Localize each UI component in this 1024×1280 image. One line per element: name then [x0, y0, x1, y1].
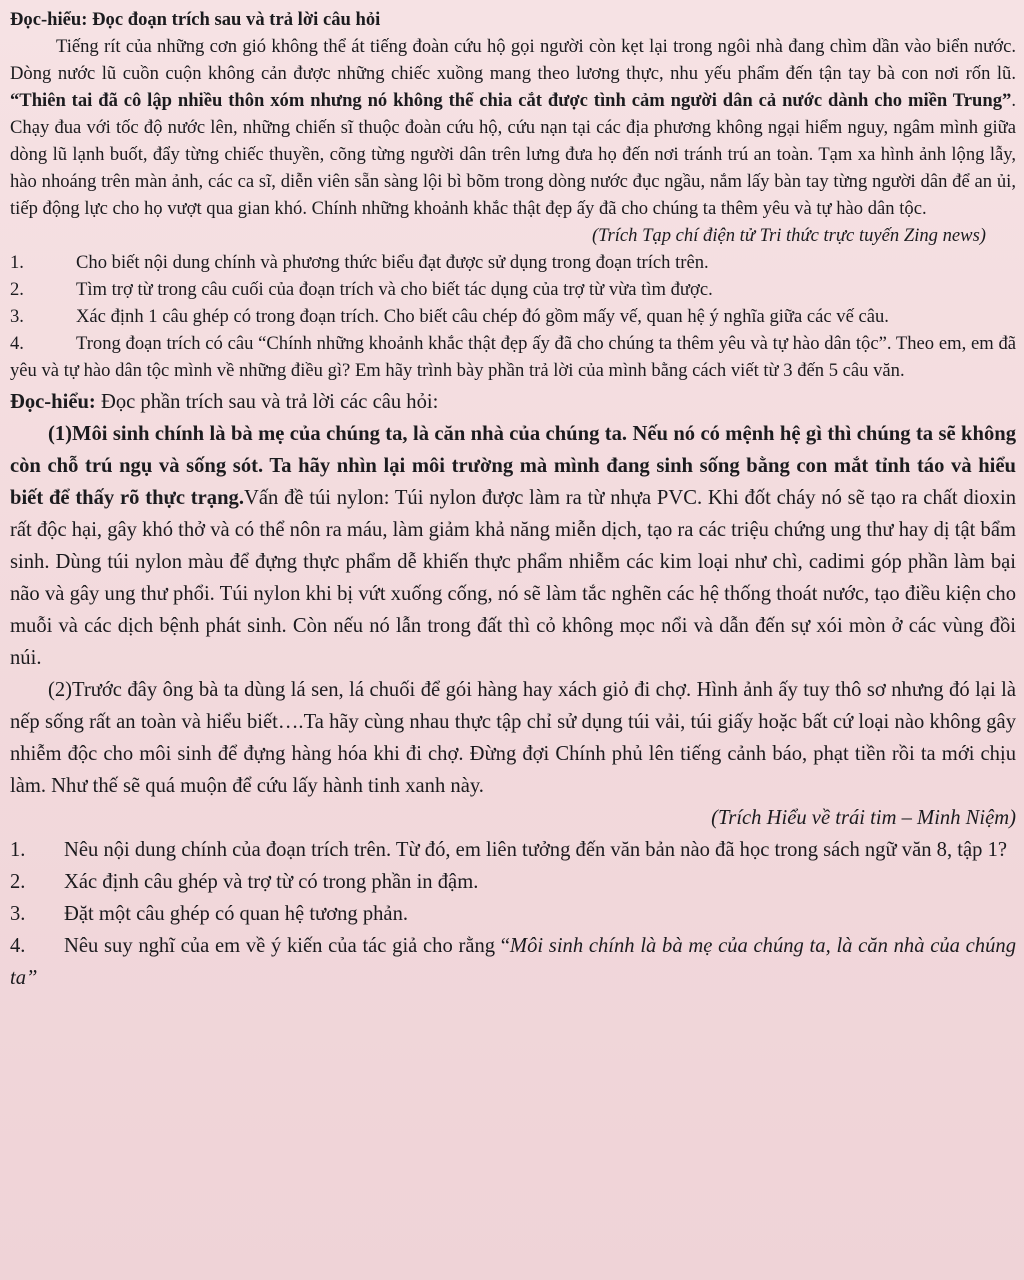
- passage-1-part-a: Tiếng rít của những cơn gió không thể át tiếng đoàn cứu hộ gọi người còn kẹt lại trong ngôi nhà đang chìm dần vào biển nước. Dòng nước lũ cuồn cuộn không cản được những chiếc xuồng mang theo lương thực, nhu yếu phẩm đến tận tay bà con nơi rốn lũ.: [10, 36, 1016, 84]
- question-text: Cho biết nội dung chính và phương thức biểu đạt được sử dụng trong đoạn trích trên.: [76, 252, 709, 273]
- section-1-passage: [10, 33, 1016, 222]
- passage-1-part-b: . Chạy đua với tốc độ nước lên, những chiến sĩ thuộc đoàn cứu hộ, cứu nạn tại các địa phương không ngại hiểm nguy, ngâm mình giữa dòng lũ lạnh buốt, đẩy từng chiếc thuyền, cõng từng người dân trên lưng đưa họ đến nơi tránh trú an toàn. Tạm xa hình ảnh lộng lẫy, hào nhoáng trên màn ảnh, các ca sĩ, diễn viên sẵn sàng lội bì bõm trong dòng nước đục ngầu, nắm lấy bàn tay từng người dân để an ủi, tiếp động lực cho họ vượt qua gian khó. Chính những khoảnh khắc thật đẹp ấy đã cho chúng ta thêm yêu và tự hào dân tộc.: [10, 90, 1016, 219]
- section-1-heading: [10, 6, 1016, 33]
- question-text: Xác định câu ghép và trợ từ có trong phần in đậm.: [64, 871, 479, 893]
- question-number: 1.: [10, 252, 24, 273]
- section-2-heading: [10, 386, 1016, 418]
- question-number: 2.: [10, 871, 26, 893]
- section-2-heading-label: Đọc-hiểu:: [10, 391, 96, 413]
- section-2-paragraph-2: (2)Trước đây ông bà ta dùng lá sen, lá chuối để gói hàng hay xách giỏ đi chợ. Hình ảnh ấy tuy thô sơ nhưng đó lại là nếp sống rất an toàn và hiểu biết….Ta hãy cùng nhau thực tập chỉ sử dụng túi vải, túi giấy hoặc bất cứ loại nào không gây nhiễm độc cho môi sinh để đựng hàng hóa khi đi chợ. Đừng đợi Chính phủ lên tiếng cảnh báo, phạt tiền rồi ta mới chịu làm. Như thế sẽ quá muộn để cứu lấy hành tinh xanh này.: [10, 679, 1016, 797]
- section-1-heading-label: Đọc-hiểu:: [10, 9, 88, 30]
- paragraph-1-rest: Vấn đề túi nylon: Túi nylon được làm ra từ nhựa PVC. Khi đốt cháy nó sẽ tạo ra chất dioxin rất độc hại, gây khó thở và có thể nôn ra máu, làm giảm khả năng miễn dịch, tạo ra các triệu chứng ung thư hay dị tật bẩm sinh. Dùng túi nylon màu để đựng thực phẩm dễ khiến thực phẩm nhiễm các kim loại như chì, cadimi góp phần làm bại não và gây ung thư phổi. Túi nylon khi bị vứt xuống cống, nó sẽ làm tắc nghẽn các hệ thống thoát nước, tạo điều kiện cho muỗi và các dịch bệnh phát sinh. Còn nếu nó lẫn trong đất thì cỏ không mọc nổi và dẫn đến sự xói mòn ở các vùng đồi núi.: [10, 487, 1016, 669]
- section-1-question-2: [10, 276, 1016, 303]
- question-number: 2.: [10, 279, 24, 300]
- section-2-paragraph-1: [10, 418, 1016, 674]
- section-1-question-4: [10, 330, 1016, 384]
- question-text: Xác định 1 câu ghép có trong đoạn trích. Cho biết câu chép đó gồm mấy vế, quan hệ ý nghĩa giữa các vế câu.: [76, 306, 889, 327]
- section-2-heading-text: Đọc phần trích sau và trả lời các câu hỏi:: [95, 391, 439, 413]
- section-1-question-3: [10, 303, 1016, 330]
- question-quote: Môi sinh chính là bà mẹ của chúng ta, là căn nhà của chúng ta: [10, 935, 1016, 989]
- question-number: 4.: [10, 333, 24, 354]
- section-2-question-4: [10, 930, 1016, 994]
- section-1-question-1: [10, 249, 1016, 276]
- question-text: Nêu nội dung chính của đoạn trích trên. Từ đó, em liên tưởng đến văn bản nào đã học trong sách ngữ văn 8, tập 1?: [64, 839, 1008, 861]
- section-2-source: (Trích Hiểu về trái tim – Minh Niệm): [711, 807, 1016, 829]
- section-1-heading-text: Đọc đoạn trích sau và trả lời câu hỏi: [87, 9, 381, 30]
- question-quote-end: ”: [26, 967, 38, 989]
- passage-1-bold-quote: “Thiên tai đã cô lập nhiều thôn xóm nhưng nó không thể chia cắt được tình cảm người dân cả nước dành cho miền Trung”: [10, 90, 1012, 111]
- reading-section-2: [10, 386, 1016, 994]
- section-2-question-3: [10, 898, 1016, 930]
- question-number: 3.: [10, 903, 26, 925]
- question-text: Tìm trợ từ trong câu cuối của đoạn trích và cho biết tác dụng của trợ từ vừa tìm được.: [76, 279, 713, 300]
- question-text: Trong đoạn trích có câu “Chính những khoảnh khắc thật đẹp ấy đã cho chúng ta thêm yêu và tự hào dân tộc”. Theo em, em đã yêu và tự hào dân tộc mình về những điều gì? Em hãy trình bày phần trả lời của mình bằng cách viết từ 3 đến 5 câu văn.: [10, 333, 1016, 381]
- paragraph-1-bold-part: (1)Môi sinh chính là bà mẹ của chúng ta, là căn nhà của chúng ta. Nếu nó có mệnh hệ gì thì chúng ta sẽ không còn chỗ trú ngụ và sống sót. Ta hãy nhìn lại môi trường mà mình đang sinh sống bằng con mắt tỉnh táo và hiểu biết để thấy rõ thực trạng.: [10, 423, 1016, 509]
- reading-section-1: [10, 6, 1016, 384]
- section-1-source: (Trích Tạp chí điện tử Tri thức trực tuyến Zing news): [591, 225, 986, 246]
- question-number: 3.: [10, 306, 24, 327]
- section-2-question-1: [10, 834, 1016, 866]
- question-text: Nêu suy nghĩ của em về ý kiến của tác giả cho rằng “: [64, 935, 510, 957]
- question-number: 1.: [10, 839, 26, 861]
- question-number: 4.: [10, 935, 26, 957]
- question-text: Đặt một câu ghép có quan hệ tương phản.: [64, 903, 409, 925]
- section-2-question-2: [10, 866, 1016, 898]
